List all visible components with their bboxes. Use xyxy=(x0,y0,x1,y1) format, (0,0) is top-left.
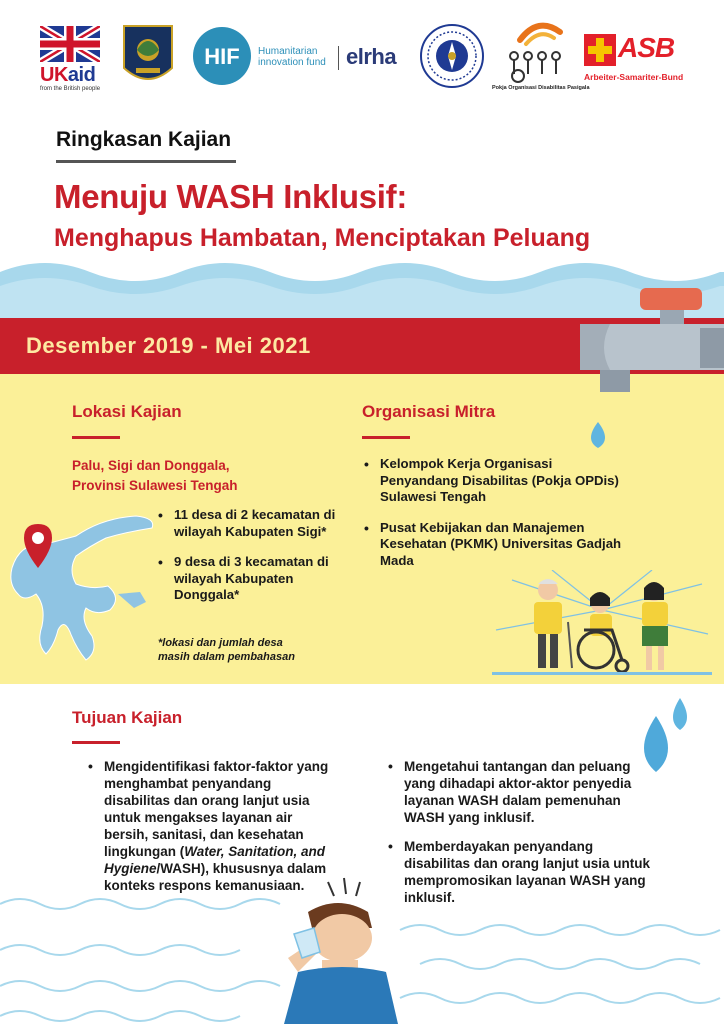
asb-wordmark: ASB xyxy=(618,32,675,63)
pokja-people-icon xyxy=(498,22,578,84)
hif-elrha-logo xyxy=(192,26,412,86)
ukaid-wordmark: UKaid xyxy=(40,64,96,86)
logo-divider xyxy=(338,46,339,70)
list-item: • Pusat Kebijakan dan Manajemen Kesehatan (PKMK) Universitas Gadjah Mada xyxy=(364,520,630,570)
pokja-caption: Pokja Organisasi Disabilitas Pasigala xyxy=(492,85,590,91)
kicker-underline xyxy=(56,160,236,163)
ukaid-logo xyxy=(40,26,104,96)
tujuan-heading: Tujuan Kajian xyxy=(72,708,183,727)
ukaid-tagline: from the British people xyxy=(40,86,101,92)
mitra-heading-underline xyxy=(362,436,410,439)
elrha-wordmark: elrha xyxy=(346,44,397,69)
union-jack-icon xyxy=(40,26,100,62)
list-item: • 11 desa di 2 kecamatan di wilayah Kabupaten Sigi* xyxy=(158,507,338,540)
ugm-seal-logo xyxy=(420,24,484,88)
mitra-bullets xyxy=(364,456,630,583)
tujuan-heading-underline xyxy=(72,741,120,744)
drinking-person-icon xyxy=(268,872,398,1024)
pokja-logo xyxy=(492,22,590,94)
study-period: Desember 2019 - Mei 2021 xyxy=(26,333,311,358)
kicker-label: Ringkasan Kajian xyxy=(56,128,232,151)
list-item: • 9 desa di 3 kecamatan di wilayah Kabupaten Donggala* xyxy=(158,554,338,604)
water-drop-icon xyxy=(591,422,605,448)
garuda-crest-icon xyxy=(122,24,174,90)
asb-logo xyxy=(584,32,696,86)
list-item: • Memberdayakan penyandang disabilitas dan orang lanjut usia untuk mempromosikan layanan WASH yang inklusif. xyxy=(388,838,654,906)
hif-name: Humanitarian innovation fund xyxy=(258,46,326,68)
list-item: • Mengetahui tantangan dan peluang yang dihadapi aktor-aktor penyedia layanan WASH dalam pemenuhan WASH yang inklusif. xyxy=(388,758,654,826)
asb-fullname: Arbeiter-Samariter-Bund xyxy=(584,72,684,82)
lokasi-place: Palu, Sigi dan Donggala, Provinsi Sulawesi Tengah xyxy=(72,458,238,493)
asb-cross-icon xyxy=(584,34,616,66)
wheelchair-icon xyxy=(578,630,628,672)
people-illustration xyxy=(492,570,712,682)
government-crest-logo xyxy=(122,24,174,90)
sulawesi-map-icon xyxy=(6,498,166,668)
ugm-seal-icon xyxy=(420,24,484,88)
list-item: • Kelompok Kerja Organisasi Penyandang Disabilitas (Pokja OPDis) Sulawesi Tengah xyxy=(364,456,630,506)
page-title: Menuju WASH Inklusif: xyxy=(54,178,408,215)
mitra-heading: Organisasi Mitra xyxy=(362,402,496,421)
list-item: • Mengidentifikasi faktor-faktor yang menghambat penyandang disabilitas dan orang lanjut usia untuk mengakses layanan air bersih, sanitasi, dan kesehatan lingkungan (Water, Sanitation, and Hygiene/WASH), khususnya dalam konteks respons kemanusiaan. xyxy=(88,758,340,894)
partner-logos xyxy=(0,0,724,110)
page-subtitle: Menghapus Hambatan, Menciptakan Peluang xyxy=(54,224,591,252)
lokasi-heading-underline xyxy=(72,436,120,439)
lokasi-heading: Lokasi Kajian xyxy=(72,402,182,421)
lokasi-footnote: *lokasi dan jumlah desa masih dalam pembahasan xyxy=(158,637,295,663)
water-tap-icon xyxy=(580,282,724,462)
hif-badge-icon xyxy=(192,26,252,86)
lokasi-bullets xyxy=(158,507,338,618)
hif-badge-text: HIF xyxy=(204,44,240,69)
